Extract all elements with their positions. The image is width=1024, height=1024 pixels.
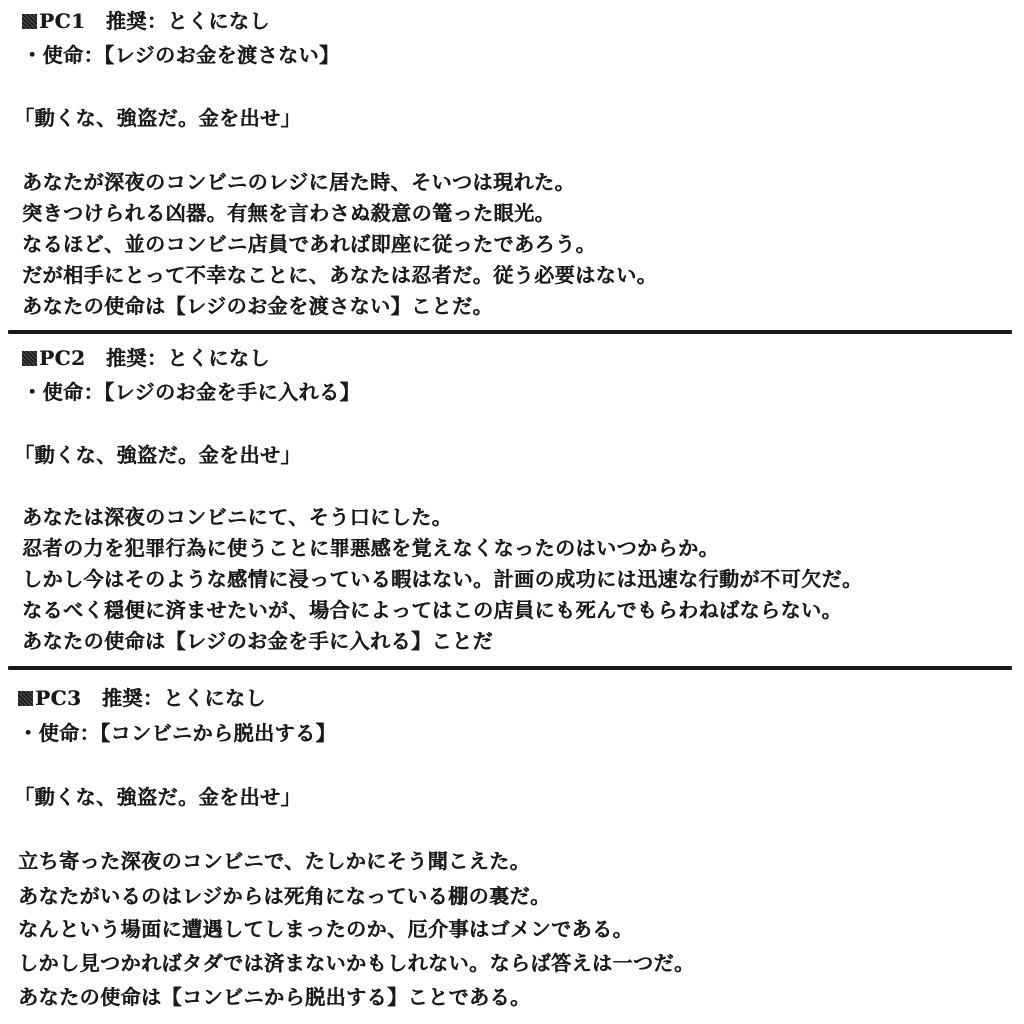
- pc1-quote: 「動くな、強盗だ。金を出せ」: [14, 106, 301, 130]
- square-mark-icon: [18, 691, 33, 706]
- pc3-body-line: あなたがいるのはレジからは死角になっている棚の裏だ。: [18, 884, 551, 908]
- pc3-body-line: 立ち寄った深夜のコンビニで、たしかにそう聞こえた。: [18, 849, 531, 873]
- pc2-quote: 「動くな、強盗だ。金を出せ」: [14, 443, 301, 467]
- pc2-body-line: 忍者の力を犯罪行為に使うことに罪悪感を覚えなくなったのはいつからか。: [22, 536, 719, 560]
- pc2-header-text: PC2 推奨：とくになし: [39, 346, 270, 370]
- pc3-header-text: PC3 推奨：とくになし: [35, 686, 266, 710]
- pc2-body-line: あなたの使命は【レジのお金を手に入れる】ことだ: [22, 629, 493, 653]
- pc2-header: [22, 343, 270, 373]
- pc1-body-line: あなたが深夜のコンビニのレジに居た時、そいつは現れた。: [22, 170, 575, 194]
- pc1-header: [22, 6, 270, 36]
- pc3-quote: 「動くな、強盗だ。金を出せ」: [14, 785, 301, 809]
- pc3-header: [18, 683, 266, 713]
- section-divider: [8, 666, 1012, 670]
- pc1-body-line: だが相手にとって不幸なことに、あなたは忍者だ。従う必要はない。: [22, 263, 658, 287]
- pc3-body-line: しかし見つかればタダでは済まないかもしれない。ならば答えは一つだ。: [18, 951, 695, 975]
- pc1-body-line: 突きつけられる凶器。有無を言わさぬ殺意の篭った眼光。: [22, 201, 555, 225]
- square-mark-icon: [22, 14, 37, 29]
- square-mark-icon: [22, 351, 37, 366]
- pc2-body-line: あなたは深夜のコンビニにて、そう口にした。: [22, 505, 453, 529]
- section-divider: [8, 330, 1012, 334]
- pc2-body-line: なるべく穏便に済ませたいが、場合によってはこの店員にも死んでもらわねばならない。: [22, 598, 842, 622]
- pc2-mission: ・使命：【レジのお金を手に入れる】: [22, 380, 360, 404]
- pc3-body-line: あなたの使命は【コンビニから脱出する】ことである。: [18, 985, 531, 1009]
- pc3-body-line: なんという場面に遭遇してしまったのか、厄介事はゴメンである。: [18, 917, 633, 941]
- pc1-body-line: あなたの使命は【レジのお金を渡さない】ことだ。: [22, 294, 493, 318]
- pc1-header-text: PC1 推奨：とくになし: [39, 9, 270, 33]
- pc2-body-line: しかし今はそのような感情に浸っている暇はない。計画の成功には迅速な行動が不可欠だ。: [22, 567, 863, 591]
- pc1-mission: ・使命：【レジのお金を渡さない】: [22, 43, 340, 67]
- pc1-body-line: なるほど、並のコンビニ店員であれば即座に従ったであろう。: [22, 232, 596, 256]
- pc3-mission: ・使命：【コンビニから脱出する】: [18, 721, 336, 745]
